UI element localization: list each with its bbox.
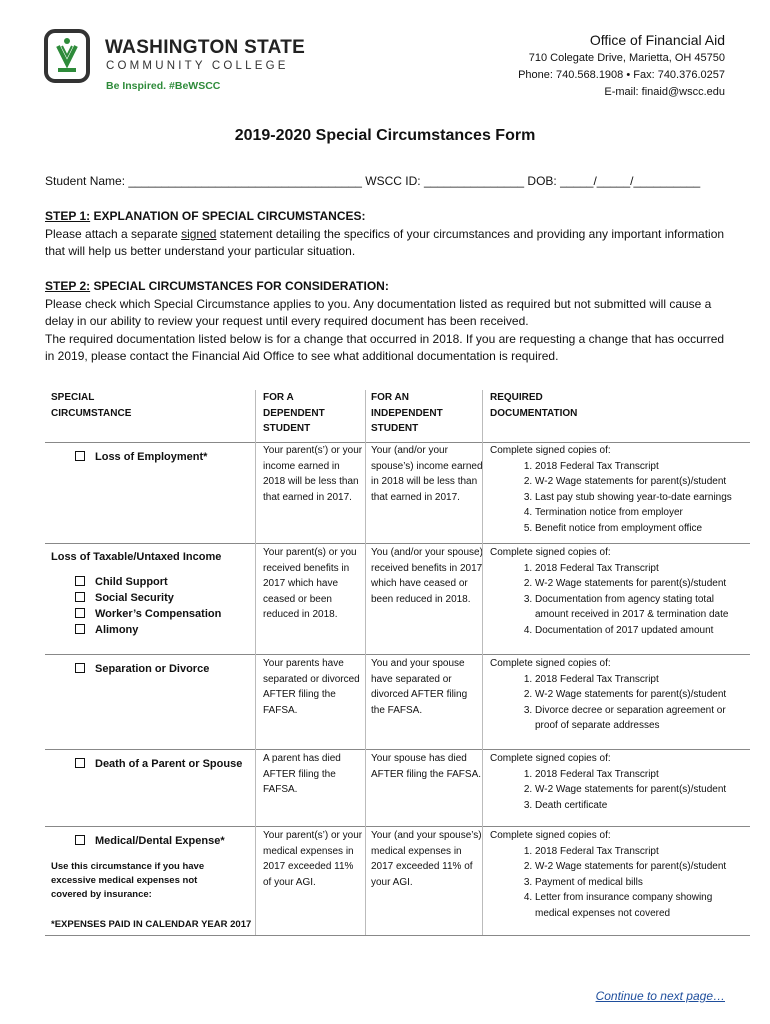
checkbox-social-security[interactable] xyxy=(51,590,251,606)
dependent-text: Your parent(s’) or your income earned in 2018 will be less than that earned in 2017. xyxy=(263,445,363,503)
checkbox-icon[interactable] xyxy=(75,663,85,673)
row-divider xyxy=(45,826,750,827)
step1-section xyxy=(45,208,735,261)
doc-item: 2. W-2 Wage statements for parent(s)/student xyxy=(535,859,748,875)
checkbox-icon[interactable] xyxy=(75,835,85,845)
circumstance-label: Loss of Employment* xyxy=(95,451,208,463)
doc-item: 4. Letter from insurance company showing medical expenses not covered xyxy=(535,890,748,921)
step1-text xyxy=(45,226,735,261)
office-phone-fax: Phone: 740.568.1908 • Fax: 740.376.0257 xyxy=(518,69,725,81)
office-address: 710 Colegate Drive, Marietta, OH 45750 xyxy=(528,52,725,64)
step1-text-pre: Please attach a separate xyxy=(45,226,182,241)
row-divider xyxy=(45,543,750,544)
checkbox-icon[interactable] xyxy=(75,758,85,768)
doc-item: 1. 2018 Federal Tax Transcript xyxy=(535,844,748,860)
doc-item: 1. 2018 Federal Tax Transcript xyxy=(535,561,748,577)
documentation-cell xyxy=(490,828,748,921)
step2-para2: The required documentation listed below is for a change that occurred in 2018. If you are requesting a change that has occurred in 2019, please contact the Financial Aid Office to see what additional documentation is required. xyxy=(45,331,725,363)
circumstance-label: Separation or Divorce xyxy=(95,663,210,675)
doc-item: 3. Death certificate xyxy=(535,798,748,814)
college-name: WASHINGTON STATE xyxy=(105,37,306,58)
row-divider xyxy=(45,654,750,655)
doc-item: 1. 2018 Federal Tax Transcript xyxy=(535,767,748,783)
col-header-dependent: FOR A DEPENDENT STUDENT xyxy=(263,392,325,434)
doc-item: 4. Documentation of 2017 updated amount xyxy=(535,623,748,639)
step2-heading xyxy=(45,278,735,296)
checkbox-medical-dental[interactable] xyxy=(51,833,251,849)
dependent-text: Your parents have separated or divorced AFTER filing the FAFSA. xyxy=(263,658,360,716)
doc-item: 3. Divorce decree or separation agreement or proof of separate addresses xyxy=(535,703,748,734)
independent-text: Your spouse has died AFTER filing the FAFSA. xyxy=(371,753,482,780)
college-subtitle: COMMUNITY COLLEGE xyxy=(106,60,289,72)
checkbox-icon[interactable] xyxy=(75,608,85,618)
circumstance-label: Death of a Parent or Spouse xyxy=(95,758,243,770)
office-title: Office of Financial Aid xyxy=(589,32,725,48)
medical-note: Use this circumstance if you have excessive medical expenses not covered by insurance: xyxy=(51,861,205,900)
col-header-documentation: REQUIRED DOCUMENTATION xyxy=(490,392,578,419)
doc-intro: Complete signed copies of: xyxy=(490,547,611,558)
option-label: Child Support xyxy=(95,576,168,588)
independent-text: Your (and your spouse’s) medical expenses in 2017 exceeded 11% of your AGI. xyxy=(371,830,482,888)
doc-item: 3. Payment of medical bills xyxy=(535,875,748,891)
independent-text: You and your spouse have separated or divorced AFTER filing the FAFSA. xyxy=(371,658,468,716)
office-email: E-mail: finaid@wscc.edu xyxy=(604,86,725,98)
documentation-cell xyxy=(490,751,748,813)
office-contact-block xyxy=(518,30,725,101)
dependent-text: Your parent(s) or you received benefits in 2017 which have ceased or been reduced in 2018. xyxy=(263,547,357,620)
continue-link[interactable]: Continue to next page… xyxy=(595,989,725,1003)
checkbox-child-support[interactable] xyxy=(51,574,251,590)
doc-intro: Complete signed copies of: xyxy=(490,445,611,456)
column-divider xyxy=(255,390,256,935)
student-info-fields[interactable]: Student Name: ___________________________________ WSCC ID: _______________ DOB: _____/_____/__________ xyxy=(45,174,701,188)
doc-item: 4. Termination notice from employer xyxy=(535,505,748,521)
doc-intro: Complete signed copies of: xyxy=(490,830,611,841)
checkbox-loss-of-employment[interactable] xyxy=(51,449,251,465)
checkbox-icon[interactable] xyxy=(75,624,85,634)
checkbox-separation-divorce[interactable] xyxy=(51,661,251,677)
doc-item: 3. Documentation from agency stating total amount received in 2017 & termination date xyxy=(535,592,748,623)
documentation-cell xyxy=(490,443,748,536)
college-tagline: Be Inspired. #BeWSCC xyxy=(106,80,221,92)
option-label: Social Security xyxy=(95,592,174,604)
option-label: Alimony xyxy=(95,624,139,636)
column-divider xyxy=(365,390,366,935)
checkbox-death-parent-spouse[interactable] xyxy=(51,756,251,772)
doc-item: 2. W-2 Wage statements for parent(s)/student xyxy=(535,687,748,703)
step1-text-signed: signed xyxy=(181,226,217,241)
dependent-text: Your parent(s’) or your medical expenses in 2017 exceeded 11% of your AGI. xyxy=(263,830,363,888)
col-header-circumstance: SPECIAL CIRCUMSTANCE xyxy=(51,392,132,419)
step1-text-post: statement detailing the specifics of your circumstances and providing any important information that will help us better understand your particular situation. xyxy=(45,226,725,258)
column-divider xyxy=(482,390,483,935)
documentation-cell xyxy=(490,545,748,638)
documentation-cell xyxy=(490,656,748,734)
step2-title: SPECIAL CIRCUMSTANCES FOR CONSIDERATION: xyxy=(90,279,389,293)
circumstance-title: Loss of Taxable/Untaxed Income xyxy=(51,551,222,563)
doc-item: 2. W-2 Wage statements for parent(s)/student xyxy=(535,474,748,490)
doc-item: 2. W-2 Wage statements for parent(s)/student xyxy=(535,576,748,592)
row-divider xyxy=(45,749,750,750)
doc-item: 5. Benefit notice from employment office xyxy=(535,521,748,537)
checkbox-alimony[interactable] xyxy=(51,622,251,638)
checkbox-workers-comp[interactable] xyxy=(51,606,251,622)
checkbox-icon[interactable] xyxy=(75,576,85,586)
step1-heading xyxy=(45,208,735,226)
col-header-independent: FOR AN INDEPENDENT STUDENT xyxy=(371,392,443,434)
independent-text: Your (and/or your spouse’s) income earned in 2018 will be less than that earned in 2017. xyxy=(371,445,483,503)
checkbox-icon[interactable] xyxy=(75,451,85,461)
doc-item: 1. 2018 Federal Tax Transcript xyxy=(535,672,748,688)
step2-section xyxy=(45,278,735,366)
checkbox-icon[interactable] xyxy=(75,592,85,602)
step2-label: STEP 2: xyxy=(45,279,91,293)
step2-para1: Please check which Special Circumstance applies to you. Any documentation listed as required but not submitted will cause a delay in our ability to review your request until every required document has been received. xyxy=(45,296,712,328)
form-title: 2019-2020 Special Circumstances Form xyxy=(234,127,536,144)
doc-item: 3. Last pay stub showing year-to-date earnings xyxy=(535,490,748,506)
step1-title: EXPLANATION OF SPECIAL CIRCUMSTANCES: xyxy=(90,209,366,223)
row-divider xyxy=(45,935,750,936)
dependent-text: A parent has died AFTER filing the FAFSA. xyxy=(263,753,341,795)
option-label: Worker’s Compensation xyxy=(95,608,222,620)
doc-item: 1. 2018 Federal Tax Transcript xyxy=(535,459,748,475)
independent-text: You (and/or your spouse) received benefits in 2017 which have ceased or been reduced in 2018. xyxy=(371,547,483,605)
circumstance-label: Medical/Dental Expense* xyxy=(95,835,225,847)
doc-item: 2. W-2 Wage statements for parent(s)/student xyxy=(535,782,748,798)
doc-intro: Complete signed copies of: xyxy=(490,753,611,764)
step1-label: STEP 1: xyxy=(45,209,91,223)
doc-intro: Complete signed copies of: xyxy=(490,658,611,669)
medical-footnote: *EXPENSES PAID IN CALENDAR YEAR 2017 xyxy=(51,919,252,930)
